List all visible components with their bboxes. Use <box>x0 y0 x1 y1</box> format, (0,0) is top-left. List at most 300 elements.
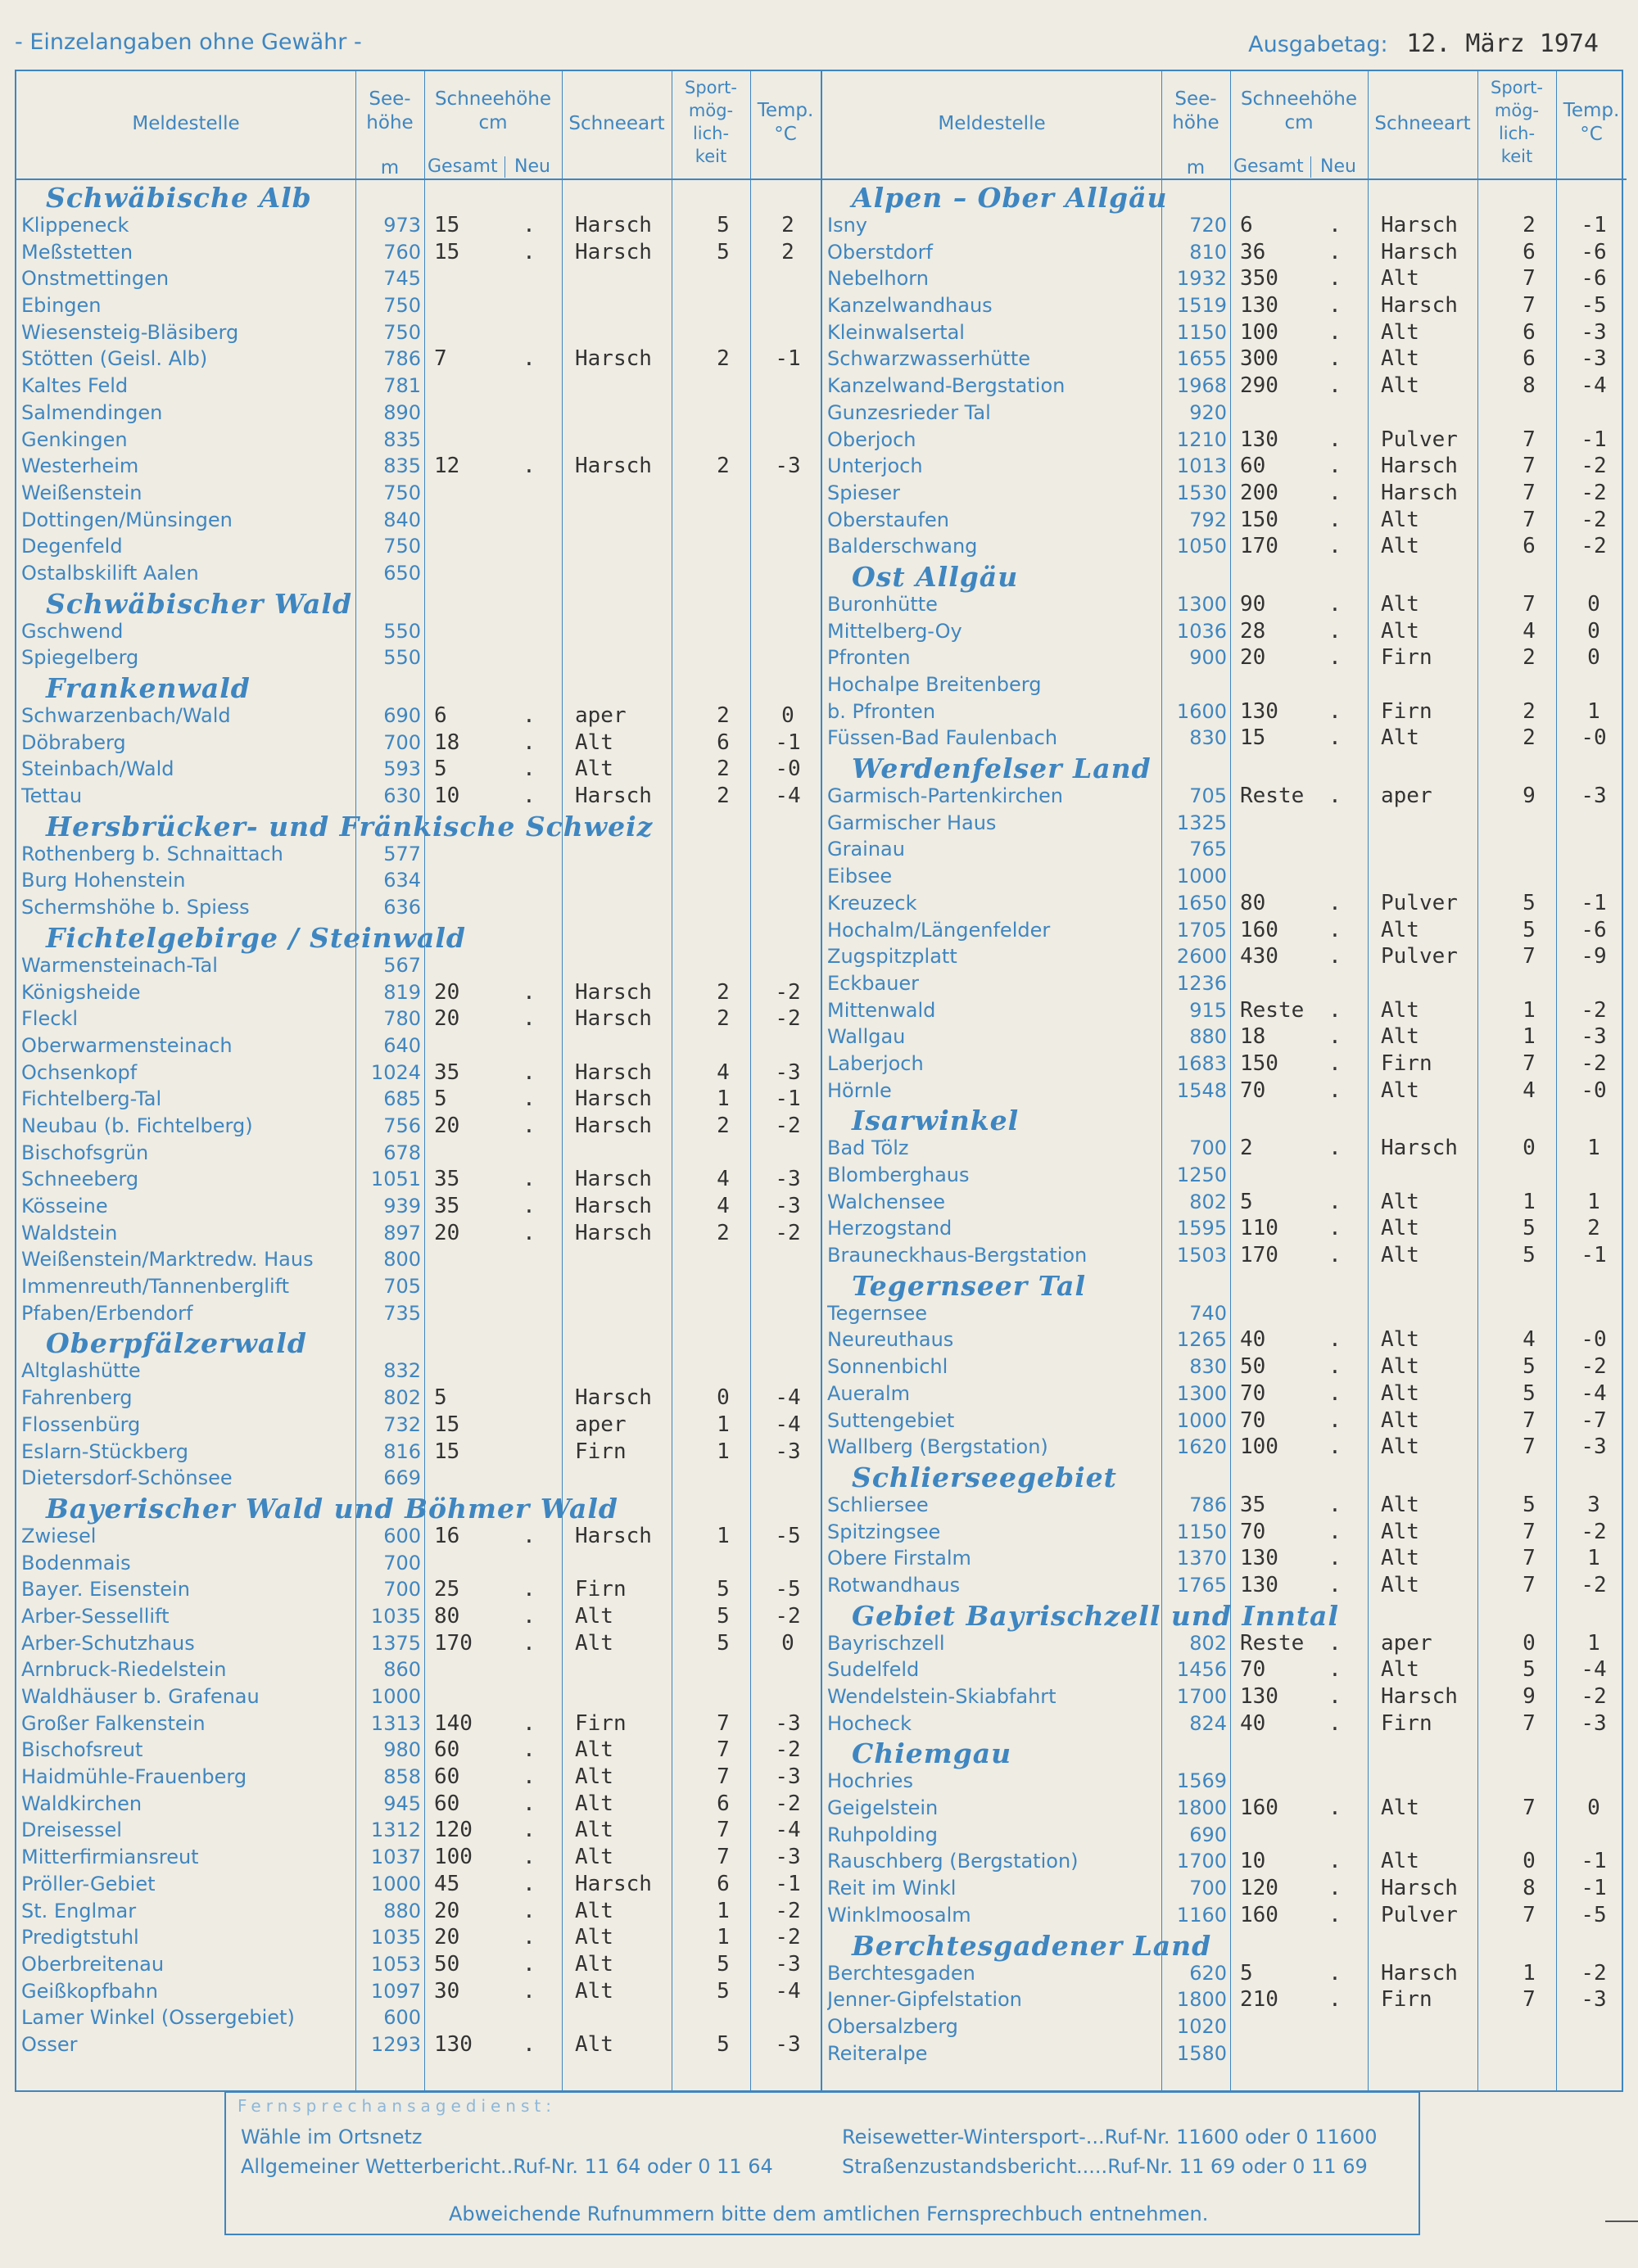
snow-total: 100 <box>1240 1434 1278 1460</box>
station-row <box>822 862 1627 889</box>
station-name: Pfronten <box>827 646 911 670</box>
sport-rating: 6 <box>1523 319 1536 345</box>
sport-rating: 1 <box>1523 1960 1536 1986</box>
snow-type: aper <box>575 703 627 728</box>
snow-depth-header: Schneehöhe cm <box>1240 88 1358 133</box>
station-row <box>16 1411 821 1438</box>
temperature: -2 <box>1581 1960 1607 1986</box>
snow-type: Firn <box>575 1439 627 1464</box>
disclaimer: - Einzelangaben ohne Gewähr - <box>15 29 362 55</box>
elevation: 1265 <box>1176 1328 1227 1352</box>
station-name: Lamer Winkel (Ossergebiet) <box>21 2006 295 2030</box>
station-name: Obere Firstalm <box>827 1547 971 1570</box>
total-header: Gesamt <box>1233 156 1304 177</box>
snow-total: 15 <box>434 1412 460 1437</box>
elevation: 745 <box>383 267 421 291</box>
snow-type: Pulver <box>1381 427 1458 452</box>
station-name: Spitzingsee <box>827 1520 941 1543</box>
station-row <box>16 1575 821 1602</box>
station-name: Isny <box>827 214 867 237</box>
temperature: 2 <box>781 239 794 264</box>
station-row <box>16 399 821 426</box>
snow-type: Alt <box>575 1737 613 1763</box>
snow-type: Harsch <box>575 239 652 264</box>
snow-new: . <box>523 1710 536 1736</box>
snow-new: . <box>1328 725 1342 751</box>
temperature: 0 <box>1587 618 1600 644</box>
station-name: Hocheck <box>827 1711 912 1735</box>
elevation: 720 <box>1189 214 1227 237</box>
temperature: 1 <box>1587 1136 1600 1161</box>
snow-total: 60 <box>434 1791 460 1816</box>
station-row <box>16 1438 821 1465</box>
snow-type: Alt <box>1381 346 1419 372</box>
snow-type: Alt <box>1381 1407 1419 1433</box>
snow-new: . <box>1328 997 1342 1023</box>
station-row <box>16 452 821 479</box>
station-row <box>16 264 821 291</box>
snow-new: . <box>523 1167 536 1192</box>
sport-rating: 6 <box>717 1871 730 1896</box>
temperature: -2 <box>775 1925 801 1950</box>
elevation: 1024 <box>370 1060 421 1084</box>
sport-rating: 5 <box>1523 1657 1536 1683</box>
station-name: Osser <box>21 2032 78 2056</box>
elevation: 1765 <box>1176 1573 1227 1597</box>
sport-rating: 7 <box>1523 1572 1536 1597</box>
temperature: -9 <box>1581 944 1607 969</box>
snow-total: 20 <box>434 1006 460 1032</box>
station-name: Ochsenkopf <box>21 1060 138 1084</box>
temperature: -0 <box>1581 1327 1607 1353</box>
station-row <box>16 755 821 782</box>
elevation: 567 <box>383 953 421 977</box>
elevation: 802 <box>1189 1631 1227 1655</box>
station-name: Hörnle <box>827 1078 892 1102</box>
temperature: 0 <box>1587 1796 1600 1821</box>
temperature: -7 <box>1581 1407 1607 1433</box>
section-heading <box>16 180 821 214</box>
station-name: Stötten (Geisl. Alb) <box>21 347 208 371</box>
sport-rating: 0 <box>1523 1849 1536 1874</box>
station-name: Unterjoch <box>827 454 923 478</box>
sport-rating: 2 <box>717 454 730 479</box>
section-heading <box>16 586 821 620</box>
elevation: 860 <box>383 1658 421 1682</box>
sport-rating: 1 <box>1523 997 1536 1023</box>
station-row <box>822 1077 1627 1104</box>
elevation: 735 <box>383 1301 421 1325</box>
station-name: Sonnenbichl <box>827 1355 948 1379</box>
temperature: -1 <box>1581 1849 1607 1874</box>
station-name: Oberbreitenau <box>21 1952 165 1976</box>
snow-type: Harsch <box>575 1220 652 1245</box>
elevation: 1051 <box>370 1168 421 1191</box>
section-title: Gebiet Bayrischzell und Inntal <box>852 1599 1339 1632</box>
temperature: -3 <box>775 1710 801 1736</box>
snow-total: 130 <box>1240 293 1278 319</box>
temperature: -1 <box>1581 427 1607 452</box>
elevation: 819 <box>383 980 421 1004</box>
elevation: 600 <box>383 1524 421 1547</box>
snow-new: . <box>523 979 536 1005</box>
station-row <box>822 1299 1627 1326</box>
sport-rating: 7 <box>1523 1050 1536 1076</box>
service-title: Fernsprechansagedienst: <box>238 2096 556 2116</box>
snow-new: . <box>1328 1902 1342 1927</box>
snow-total: 120 <box>1240 1876 1278 1901</box>
sport-rating: 2 <box>1523 698 1536 724</box>
station-row <box>16 1977 821 2004</box>
snow-total: 160 <box>1240 917 1278 942</box>
station-row <box>822 590 1627 617</box>
snow-report-table <box>15 70 1623 2092</box>
station-name: Walchensee <box>827 1190 945 1213</box>
sport-rating: 9 <box>1523 784 1536 809</box>
snow-type: Harsch <box>575 1006 652 1032</box>
station-row <box>16 559 821 586</box>
station-name: Nebelhorn <box>827 267 929 291</box>
station-name: Kanzelwandhaus <box>827 294 993 318</box>
sport-rating: 7 <box>1523 480 1536 505</box>
new-header: Neu <box>514 156 550 177</box>
sport-header: Sport- mög- lich- keit <box>685 78 737 166</box>
station-row <box>16 1299 821 1326</box>
station-name: Ruhpolding <box>827 1823 938 1846</box>
snow-type: Harsch <box>575 1167 652 1192</box>
temperature: -0 <box>1581 725 1607 751</box>
sport-rating: 5 <box>717 1630 730 1656</box>
temperature: -3 <box>775 454 801 479</box>
snow-total: 6 <box>1240 213 1253 237</box>
station-row <box>822 835 1627 862</box>
elevation: 1370 <box>1176 1547 1227 1570</box>
elevation: 832 <box>383 1359 421 1383</box>
sport-rating: 4 <box>1523 618 1536 644</box>
section-title: Frankenwald <box>46 672 251 704</box>
station-name: Degenfeld <box>21 535 123 558</box>
station-row <box>822 1161 1627 1188</box>
snow-new: . <box>1328 1684 1342 1709</box>
sport-rating: 5 <box>1523 1492 1536 1517</box>
station-row <box>16 1085 821 1112</box>
snow-total: 70 <box>1240 1519 1266 1544</box>
elevation: 816 <box>383 1439 421 1463</box>
snow-new: . <box>1328 1078 1342 1103</box>
station-name: Garmisch-Partenkirchen <box>827 784 1064 808</box>
sport-rating: 7 <box>1523 427 1536 452</box>
station-name: Burg Hohenstein <box>21 869 186 892</box>
snow-total: 290 <box>1240 373 1278 399</box>
station-name: Geigelstein <box>827 1796 939 1820</box>
snow-depth-header: Schneehöhe cm <box>434 88 552 133</box>
station-name: Oberjoch <box>827 427 916 451</box>
elevation-header: See- höhe <box>1172 88 1219 133</box>
station-name: St. Englmar <box>21 1899 137 1922</box>
elevation: 2600 <box>1176 945 1227 969</box>
station-row <box>822 671 1627 698</box>
snow-new: . <box>1328 1189 1342 1214</box>
issue-date: 12. März 1974 <box>1406 29 1599 58</box>
snow-new: . <box>1328 534 1342 559</box>
sport-rating: 7 <box>1523 293 1536 319</box>
sport-rating: 2 <box>717 346 730 372</box>
snow-total: 2 <box>1240 1136 1253 1161</box>
snow-type: Harsch <box>1381 1876 1458 1901</box>
snow-new: . <box>1328 917 1342 942</box>
temperature: 2 <box>781 213 794 237</box>
elevation: 1035 <box>370 1604 421 1628</box>
station-name: Warmensteinach-Tal <box>21 953 218 977</box>
station-name: Schliersee <box>827 1493 929 1516</box>
local-dial-note: Wähle im Ortsnetz <box>241 2126 423 2148</box>
elevation: 1700 <box>1176 1685 1227 1708</box>
station-name: Schwarzenbach/Wald <box>21 704 231 727</box>
station-name: Schwarzwasserhütte <box>827 347 1031 371</box>
elevation: 858 <box>383 1765 421 1789</box>
snow-total: 35 <box>434 1059 460 1085</box>
elevation: 830 <box>1189 726 1227 750</box>
snow-new: . <box>1328 698 1342 724</box>
station-name: Onstmettingen <box>21 267 170 291</box>
section-heading <box>822 1103 1627 1137</box>
snow-new: . <box>523 1791 536 1816</box>
snow-new: . <box>523 2031 536 2057</box>
section-heading <box>822 1736 1627 1770</box>
station-name: Pfaben/Erbendorf <box>21 1301 193 1325</box>
sport-rating: 1 <box>717 1087 730 1112</box>
snow-new: . <box>1328 645 1342 671</box>
snow-total: 430 <box>1240 944 1278 969</box>
travel-weather-number: Reisewetter-Wintersport-...Ruf-Nr. 11600 oder 0 11600 <box>842 2126 1378 2148</box>
snow-type: Harsch <box>1381 480 1458 505</box>
station-row <box>822 1241 1627 1268</box>
section-heading <box>822 1460 1627 1491</box>
snow-total: 45 <box>434 1871 460 1896</box>
elevation: 1300 <box>1176 1381 1227 1405</box>
station-row <box>822 1656 1627 1683</box>
station-row <box>16 1059 821 1086</box>
snow-new: . <box>1328 1710 1342 1736</box>
station-name: Winklmoosalm <box>827 1903 971 1927</box>
snow-total: 60 <box>1240 454 1266 479</box>
station-name: Fichtelberg-Tal <box>21 1087 162 1111</box>
snow-type: Harsch <box>1381 454 1458 479</box>
station-name: Hochries <box>827 1769 913 1793</box>
station-row <box>822 1518 1627 1545</box>
station-row <box>16 345 821 372</box>
elevation: 1655 <box>1176 347 1227 371</box>
snow-new: . <box>1328 480 1342 505</box>
snow-type: Alt <box>1381 591 1419 617</box>
elevation: 700 <box>383 1578 421 1602</box>
elevation: 1000 <box>1176 865 1227 888</box>
temperature: -3 <box>1581 1710 1607 1736</box>
station-name: Eibsee <box>827 865 893 888</box>
sport-rating: 7 <box>1523 1987 1536 2013</box>
station-name: b. Pfronten <box>827 699 936 723</box>
snow-new: . <box>1328 266 1342 291</box>
snow-type: Alt <box>575 730 613 755</box>
snow-type: Harsch <box>1381 213 1458 237</box>
temperature: -4 <box>775 1978 801 2004</box>
elevation: 915 <box>1189 998 1227 1022</box>
snow-total: 130 <box>1240 1546 1278 1571</box>
station-name: Zwiesel <box>21 1524 97 1547</box>
temperature: -2 <box>775 1006 801 1032</box>
temperature: 1 <box>1587 698 1600 724</box>
elevation: 802 <box>1189 1190 1227 1213</box>
snow-new: . <box>1328 1796 1342 1821</box>
elevation: 1000 <box>370 1685 421 1708</box>
station-name: Rothenberg b. Schnaittach <box>21 842 283 865</box>
station-row <box>822 889 1627 916</box>
elevation: 1160 <box>1176 1903 1227 1927</box>
temperature: -2 <box>775 1898 801 1923</box>
snow-new: . <box>1328 890 1342 915</box>
station-row <box>822 1353 1627 1380</box>
temperature: -1 <box>775 730 801 755</box>
elevation: 786 <box>1189 1493 1227 1516</box>
elevation: 800 <box>383 1248 421 1272</box>
snow-total: Reste <box>1240 1630 1305 1656</box>
station-row <box>16 866 821 893</box>
snow-type: Harsch <box>575 784 652 809</box>
snow-type: Alt <box>1381 917 1419 942</box>
station-row <box>16 1112 821 1139</box>
station-name: Waldstein <box>21 1221 118 1245</box>
snow-type: Harsch <box>1381 1136 1458 1161</box>
station-header: Meldestelle <box>132 113 240 134</box>
elevation: 620 <box>1189 1961 1227 1985</box>
station-row <box>822 291 1627 319</box>
station-name: Füssen-Bad Faulenbach <box>827 726 1058 750</box>
snow-type: Alt <box>1381 1354 1419 1380</box>
temperature: -5 <box>1581 293 1607 319</box>
station-name: Bayer. Eisenstein <box>21 1578 190 1602</box>
station-name: Ostalbskilift Aalen <box>21 561 199 585</box>
section-heading <box>822 751 1627 785</box>
station-row <box>822 1134 1627 1161</box>
station-row <box>822 916 1627 943</box>
snow-total: 50 <box>434 1951 460 1977</box>
snow-type: Pulver <box>1381 944 1458 969</box>
station-row <box>16 1549 821 1576</box>
snow-type: Harsch <box>1381 239 1458 264</box>
station-name: Rauschberg (Bergstation) <box>827 1850 1079 1873</box>
temperature: -0 <box>775 757 801 782</box>
elevation: 1313 <box>370 1711 421 1735</box>
station-row <box>822 1821 1627 1848</box>
station-row <box>822 969 1627 996</box>
station-row <box>822 211 1627 238</box>
section-heading <box>16 671 821 702</box>
elevation: 1250 <box>1176 1163 1227 1186</box>
temperature: -5 <box>775 1577 801 1602</box>
station-name: Spieser <box>827 481 901 504</box>
sport-rating: 4 <box>717 1167 730 1192</box>
snow-new: . <box>523 1818 536 1843</box>
station-row <box>16 893 821 920</box>
snow-total: 5 <box>1240 1960 1253 1986</box>
temperature: -0 <box>1581 1078 1607 1103</box>
station-header: Meldestelle <box>938 113 1046 134</box>
station-name: Predigtstuhl <box>21 1926 139 1949</box>
station-row <box>16 1192 821 1219</box>
snow-total: 100 <box>434 1845 473 1870</box>
snow-type: Alt <box>1381 507 1419 532</box>
temperature: 1 <box>1587 1630 1600 1656</box>
station-name: Altglashütte <box>21 1359 141 1383</box>
sport-rating: 5 <box>1523 1216 1536 1241</box>
elevation: 880 <box>383 1899 421 1922</box>
elevation: 1503 <box>1176 1244 1227 1267</box>
elevation: 1236 <box>1176 971 1227 995</box>
snow-new: . <box>523 1737 536 1763</box>
snow-new: . <box>523 1113 536 1138</box>
elevation: 890 <box>383 400 421 424</box>
sport-rating: 5 <box>717 1577 730 1602</box>
elevation: 1036 <box>1176 619 1227 643</box>
section-heading <box>822 1928 1627 1962</box>
snow-new: . <box>1328 319 1342 345</box>
snow-type: Firn <box>1381 1710 1432 1736</box>
snow-total: 70 <box>1240 1078 1266 1103</box>
station-name: Buronhütte <box>827 592 938 616</box>
station-row <box>16 1032 821 1059</box>
station-name: Kanzelwand-Bergstation <box>827 374 1066 398</box>
elevation: 750 <box>383 294 421 318</box>
station-name: Gschwend <box>21 619 124 643</box>
station-name: Haidmühle-Frauenberg <box>21 1765 247 1789</box>
road-report-number: Straßenzustandsbericht.....Ruf-Nr. 11 69 oder 0 11 69 <box>842 2155 1368 2178</box>
station-name: Balderschwang <box>827 535 978 558</box>
station-row <box>822 479 1627 506</box>
elevation: 1053 <box>370 1952 421 1976</box>
sport-rating: 1 <box>717 1925 730 1950</box>
section-title: Isarwinkel <box>852 1105 1020 1137</box>
temperature: -3 <box>1581 319 1607 345</box>
station-name: Klippeneck <box>21 214 129 237</box>
sport-rating: 7 <box>1523 1434 1536 1460</box>
snow-total: 18 <box>1240 1024 1266 1050</box>
station-row <box>16 1245 821 1272</box>
temperature: -3 <box>775 1845 801 1870</box>
elevation: 690 <box>1189 1823 1227 1846</box>
station-row <box>822 319 1627 346</box>
section-title: Ost Allgäu <box>852 560 1019 593</box>
station-row <box>822 809 1627 836</box>
snow-total: 70 <box>1240 1407 1266 1433</box>
snow-total: 35 <box>434 1194 460 1218</box>
snow-total: 140 <box>434 1710 473 1736</box>
snow-type: Alt <box>1381 1380 1419 1406</box>
station-name: Eckbauer <box>827 971 920 995</box>
station-row <box>16 951 821 978</box>
section-title: Schwäbischer Wald <box>46 587 353 620</box>
snow-type: Alt <box>1381 1519 1419 1544</box>
elevation: 1683 <box>1176 1051 1227 1075</box>
snow-type: Firn <box>575 1710 627 1736</box>
sport-rating: 4 <box>1523 1078 1536 1103</box>
snow-new: . <box>523 346 536 372</box>
snow-total: 35 <box>1240 1492 1266 1517</box>
elevation: 945 <box>383 1791 421 1815</box>
snow-new: . <box>523 1871 536 1896</box>
station-row <box>16 319 821 346</box>
snow-total: 20 <box>434 1925 460 1950</box>
snow-new: . <box>1328 1960 1342 1986</box>
